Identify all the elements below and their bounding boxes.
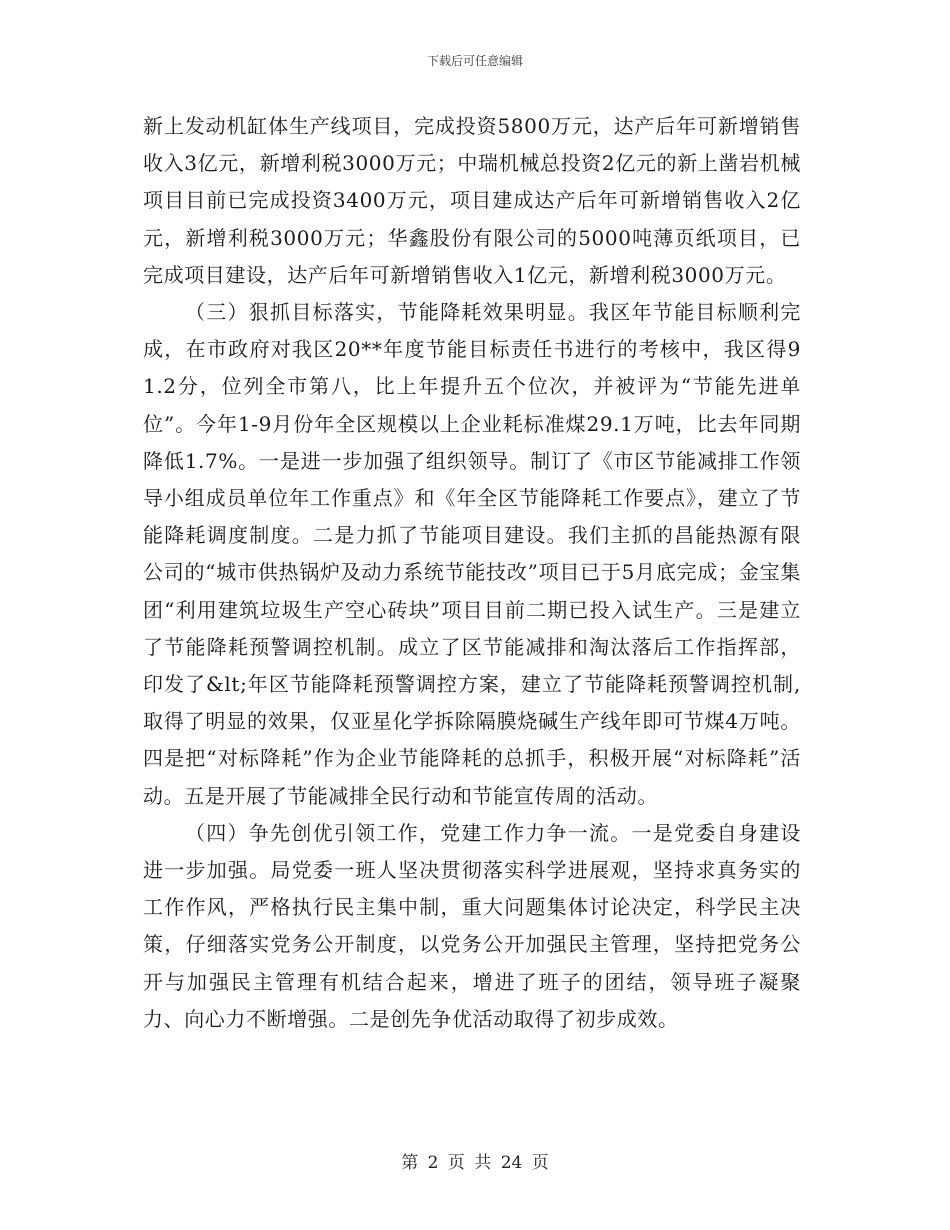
page-header: 下载后可任意编辑 — [426, 54, 523, 68]
paragraph-section-four: （四）争先创优引领工作，党建工作力争一流。一是党委自身建设进一步加强。局党委一班人坚决贯彻落实科学进展观，坚持求真务实的工作作风，严格执行民主集中制，重大问题集体讨论决定，科学民主决策，仔细落实党务公开制度，以党务公开加强民主管理，坚持把党务公开与加强民主管理有机结合起来，增进了班子的团结，领导班子凝聚力、向心力不断增强。二是创先争优活动取得了初步成效。 — [143, 820, 801, 1031]
page-number-footer: 第 2 页 共 24 页 — [401, 1153, 549, 1173]
document-body — [143, 108, 801, 1038]
paragraph-continuation: 新上发动机缸体生产线项目，完成投资5800万元，达产后年可新增销售收入3亿元，新增利税3000万元；中瑞机械总投资2亿元的新上凿岩机械项目目前已完成投资3400万元，项目建成达产后年可新增销售收入2亿元，新增利税3000万元；华鑫股份有限公司的5000吨薄页纸项目，已完成项目建设，达产后年可新增销售收入1亿元，新增利税3000万元。 — [143, 114, 801, 287]
paragraph-section-three: （三）狠抓目标落实，节能降耗效果明显。我区年节能目标顺利完成，在市政府对我区20**年度节能目标责任书进行的考核中，我区得91.2分，位列全市第八，比上年提升五个位次，并被评为“节能先进单位”。今年1-9月份年全区规模以上企业耗标准煤29.1万吨，比去年同期降低1.7%。一是进一步加强了组织领导。制订了《市区节能减排工作领导小组成员单位年工作重点》和《年全区节能降耗工作要点》，建立了节能降耗调度制度。二是力抓了节能项目建设。我们主抓的昌能热源有限公司的“城市供热锅炉及动力系统节能技改”项目已于5月底完成；金宝集团“利用建筑垃圾生产空心砖块”项目目前二期已投入试生产。三是建立了节能降耗预警调控机制。成立了区节能减排和淘汰落后工作指挥部，印发了&lt;年区节能降耗预警调控方案，建立了节能降耗预警调控机制,取得了明显的效果，仅亚星化学拆除隔膜烧碱生产线年即可节煤4万吨。四是把“对标降耗”作为企业节能降耗的总抓手，积极开展“对标降耗”活动。五是开展了节能减排全民行动和节能宣传周的活动。 — [143, 300, 801, 808]
